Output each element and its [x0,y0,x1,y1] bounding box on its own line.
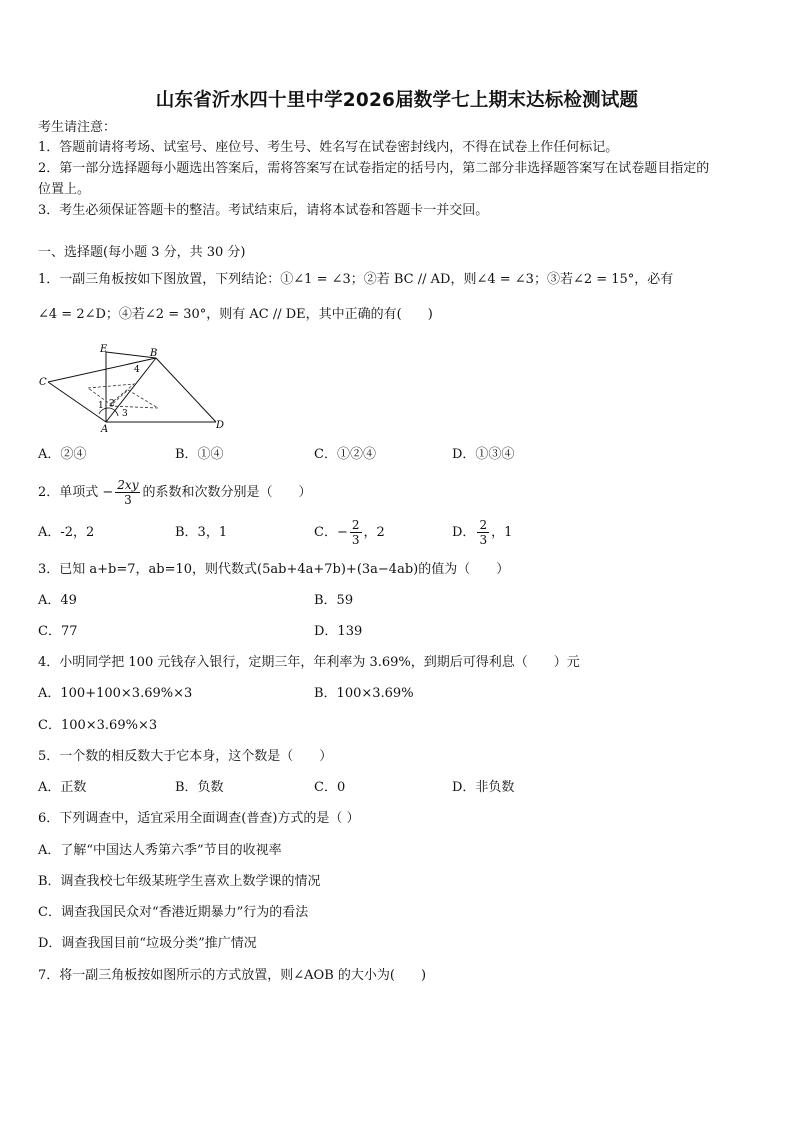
segment-BD [156,358,216,422]
q6-option-a[interactable]: A．了解“中国达人秀第六季”节目的收视率 [38,843,282,858]
label-angle-3: 3 [122,409,128,419]
q5-option-b[interactable]: B．负数 [175,780,224,795]
q2-suffix: 的系数和次数分别是（ ） [142,485,312,500]
inner-dashed-triangle-2 [110,390,158,408]
q1-option-b[interactable]: B．①④ [175,447,224,462]
q2-frac-num: 2xy [117,478,139,492]
notice-item-1: 1．答题前请将考场、试室号、座位号、考生号、姓名写在试卷密封线内，不得在试卷上作任何标记。 [38,140,619,155]
q2-optd-fraction [477,518,489,547]
notice-item-2-cont: 位置上。 [38,182,91,197]
label-E: E [100,344,108,355]
q5-option-a[interactable]: A．正数 [38,780,87,795]
q2-fraction [115,478,140,507]
q2-option-c[interactable] [314,514,385,552]
q2-stem [38,478,312,508]
label-C: C [39,377,47,388]
q2-optd-label: D． [452,525,476,540]
label-D: D [216,420,225,431]
notice-item-2: 2．第一部分选择题每小题选出答案后，需将答案写在试卷指定的括号内，第二部分非选择题答案写在试卷题目指定的 [38,161,710,176]
page-title: 山东省沂水四十里中学2026届数学七上期末达标检测试题 [155,90,639,111]
q6-option-c[interactable]: C．调查我国民众对“香港近期暴力”行为的看法 [38,905,309,920]
q2-optc-sign: − [336,525,348,540]
segment-EB [106,352,156,358]
q1-option-a[interactable]: A．②④ [38,447,87,462]
q4-option-a[interactable]: A．100+100×3.69%×3 [38,686,193,701]
q7-stem: 7．将一副三角板按如图所示的方式放置，则∠AOB 的大小为( ) [38,968,427,983]
q2-optc-label: C． [314,525,337,540]
q2-optd-tail: ，1 [491,525,513,540]
q2-optd-num: 2 [479,518,488,532]
q3-option-b[interactable]: B．59 [314,593,354,608]
q5-option-d[interactable]: D．非负数 [452,780,515,795]
label-B: B [150,348,158,359]
q2-optd-den: 3 [479,533,488,547]
q3-option-a[interactable]: A．49 [38,593,77,608]
q6-stem: 6．下列调查中，适宜采用全面调查(普查)方式的是（ ） [38,811,360,826]
q2-optc-num: 2 [351,518,360,532]
label-angle-2: 2 [109,399,115,409]
q2-option-a[interactable]: A．-2，2 [38,525,95,540]
label-A: A [101,424,109,432]
q2-optc-fraction [350,518,362,547]
q2-option-b[interactable]: B．3，1 [175,525,228,540]
q2-optc-den: 3 [351,533,360,547]
notice-heading: 考生请注意： [38,120,117,135]
q2-prefix: 2．单项式 − [38,485,114,500]
q1-stem-line1: 1．一副三角板按如下图放置，下列结论：①∠1 = ∠3；②若 BC // AD，则∠4 = ∠3；③若∠2 = 15°，必有 [38,272,674,287]
q1-stem-line2: ∠4 = 2∠D；④若∠2 = 30°，则有 AC // DE，其中正确的有( ) [38,307,433,322]
q4-option-c[interactable]: C．100×3.69%×3 [38,718,158,733]
q5-option-c[interactable]: C．0 [314,780,346,795]
notice-item-3: 3．考生必须保证答题卡的整洁。考试结束后，请将本试卷和答题卡一并交回。 [38,203,489,218]
q4-stem: 4．小明同学把 100 元钱存入银行，定期三年，年利率为 3.69%，到期后可得利息（ ）元 [38,655,580,670]
q6-option-b[interactable]: B．调查我校七年级某班学生喜欢上数学课的情况 [38,874,321,889]
section-heading: 一、选择题(每小题 3 分，共 30 分) [38,245,246,260]
q3-stem: 3．已知 a+b=7，ab=10，则代数式(5ab+4a+7b)+(3a−4ab)的值为（ ） [38,562,510,577]
q1-triangle-figure [36,340,226,432]
q2-optc-tail: ，2 [363,525,385,540]
q4-option-b[interactable]: B．100×3.69% [314,686,414,701]
q5-stem: 5．一个数的相反数大于它本身，这个数是（ ） [38,749,333,764]
label-angle-1: 1 [98,401,104,411]
label-angle-4: 4 [134,365,140,375]
q1-option-d[interactable]: D．①③④ [452,447,515,462]
q6-option-d[interactable]: D．调查我国目前“垃圾分类”推广情况 [38,936,257,951]
q3-option-c[interactable]: C．77 [38,624,78,639]
q2-option-d[interactable] [452,514,512,552]
q2-frac-den: 3 [124,493,132,507]
q3-option-d[interactable]: D．139 [314,624,363,639]
q1-option-c[interactable]: C．①②④ [314,447,376,462]
